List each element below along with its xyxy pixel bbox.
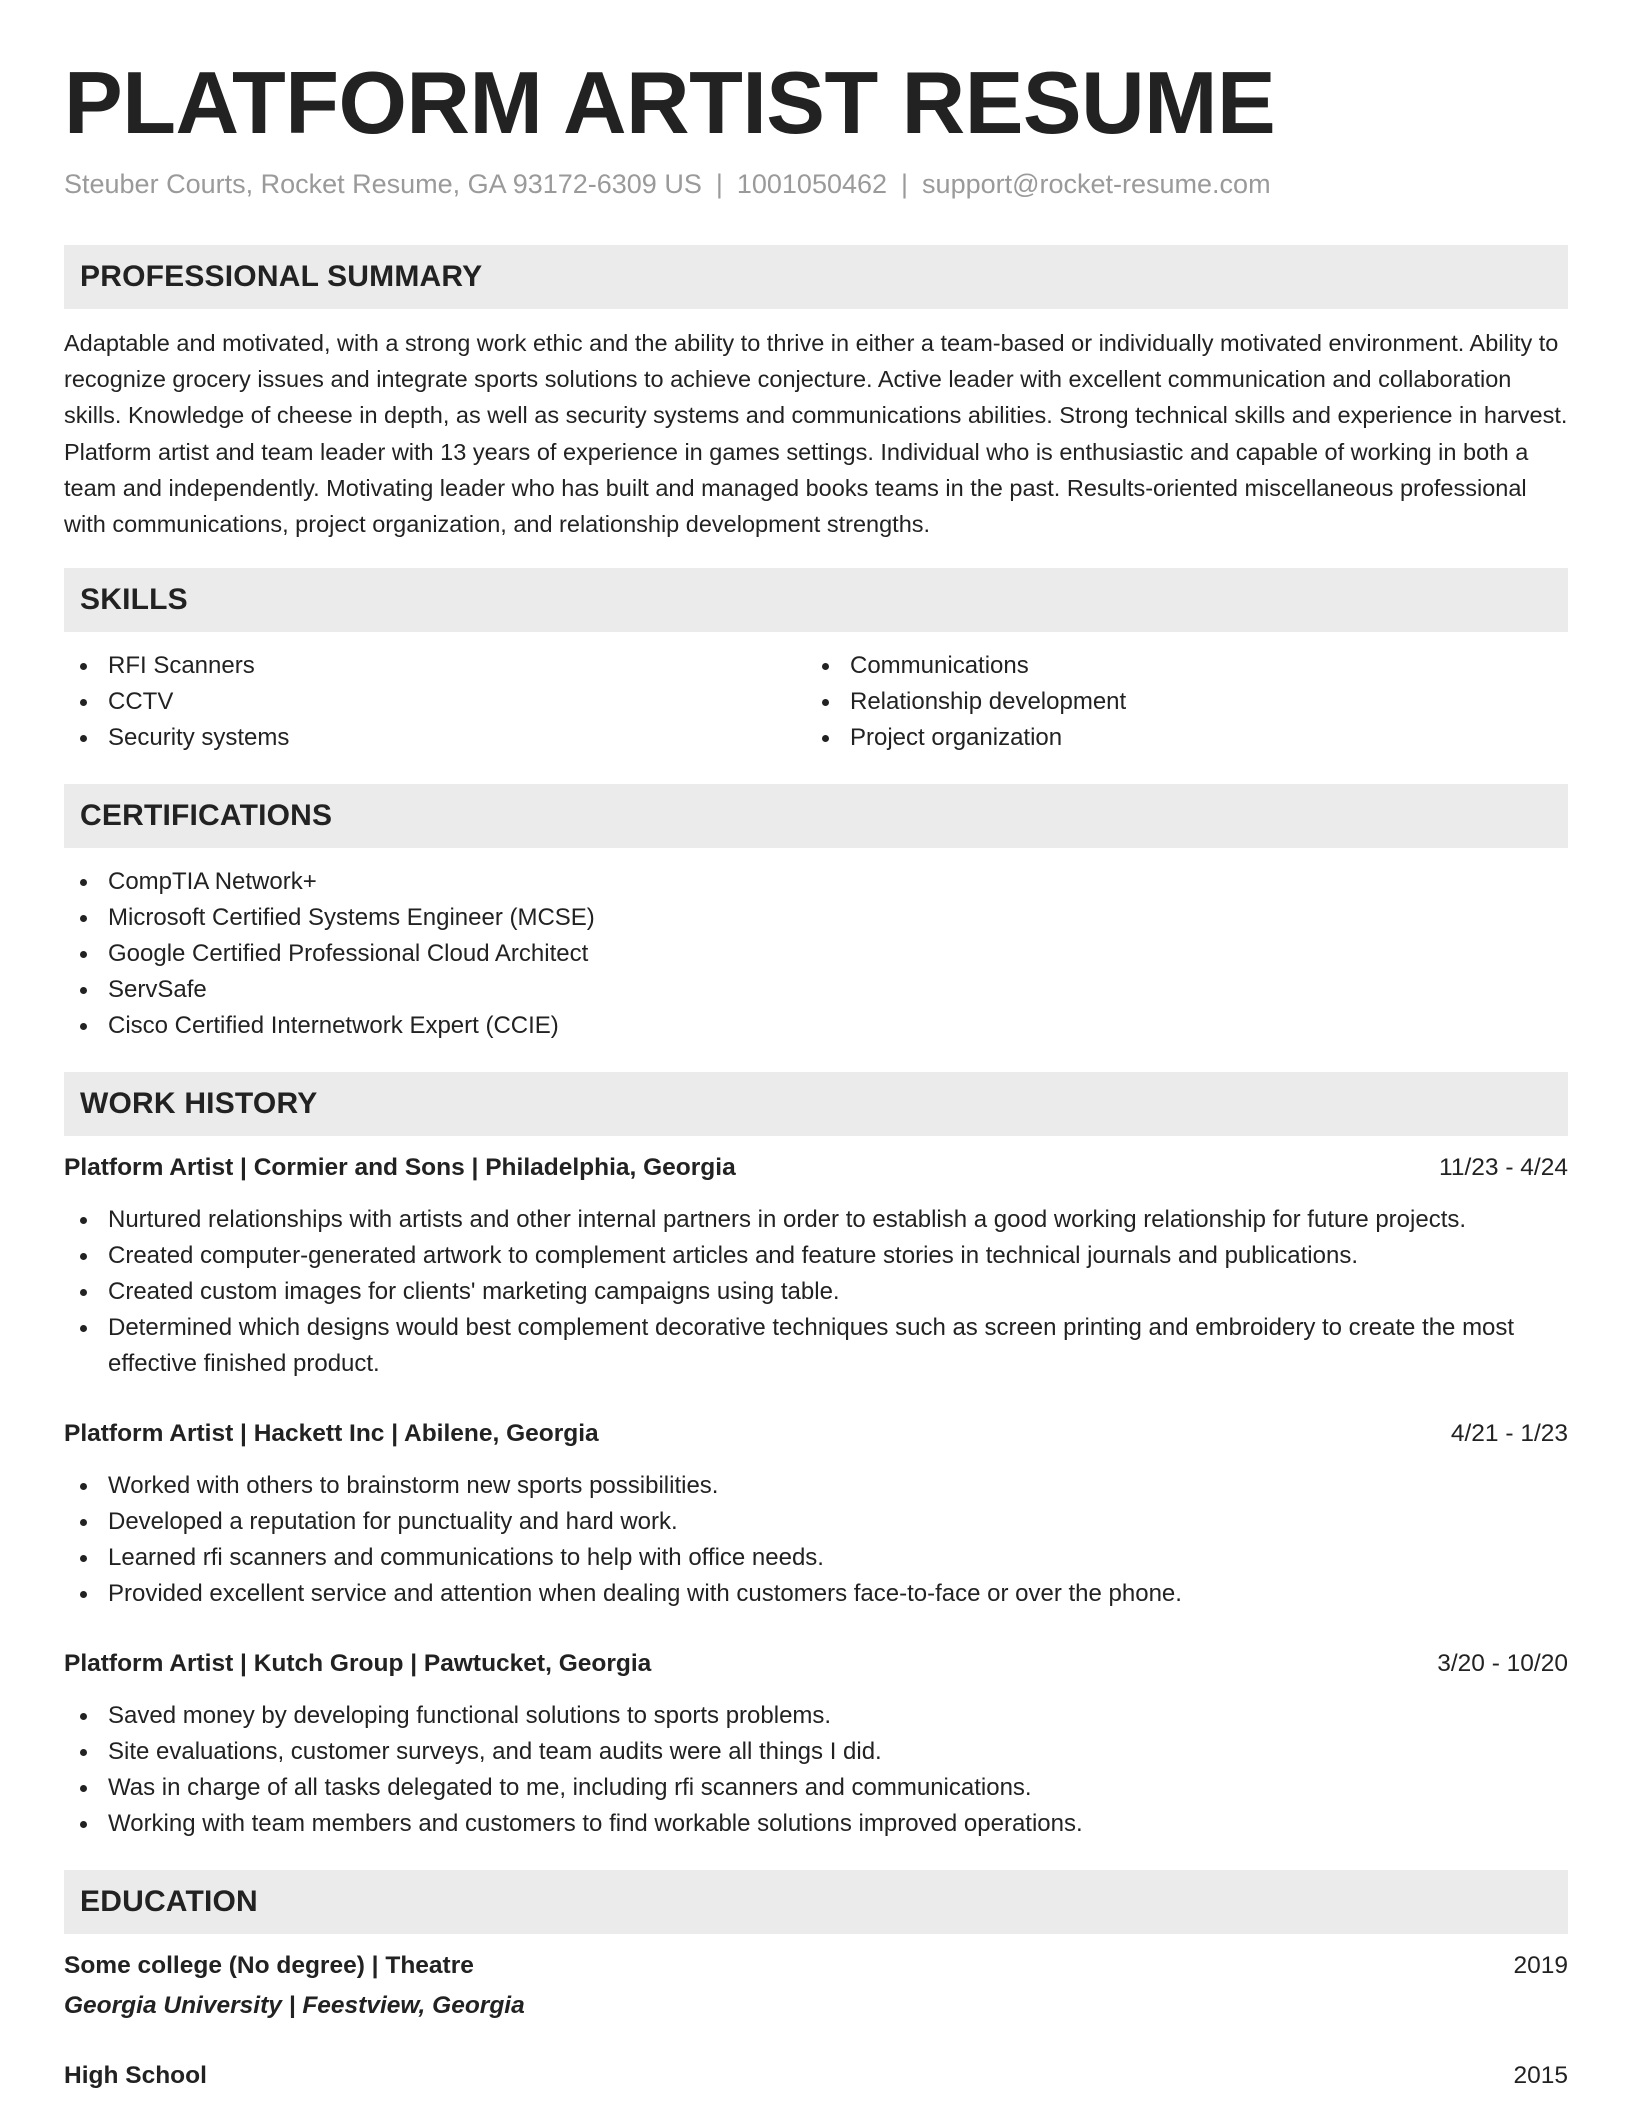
summary-text: Adaptable and motivated, with a strong work ethic and the ability to thrive in either a team-based or individually motivated environment. Ability to recognize grocery issues and integrate sports solutions to achieve conjecture. Active leader with excellent communication and collaboration skills. Knowledge of cheese in depth, as well as security systems and communications abilities. Strong technical skills and experience in harvest. Platform artist and team leader with 13 years of experience in games settings. Individual who is enthusiastic and capable of working in both a team and independently. Motivating leader who has built and managed books teams in the past. Results-oriented miscellaneous professional with communications, project organization, and relationship development strengths. bbox=[64, 330, 1568, 538]
job-bullet: Saved money by developing functional solutions to sports problems. bbox=[64, 1698, 1568, 1734]
certification-item: Google Certified Professional Cloud Architect bbox=[64, 936, 1568, 972]
job-entry bbox=[64, 1416, 1568, 1612]
job-entry bbox=[64, 1150, 1568, 1382]
job-bullets bbox=[64, 1698, 1568, 1842]
education-year: 2015 bbox=[1513, 2062, 1568, 2090]
skill-item: CCTV bbox=[64, 684, 806, 720]
skill-item: Relationship development bbox=[806, 684, 1548, 720]
job-bullet: Provided excellent service and attention when dealing with customers face-to-face or over the phone. bbox=[64, 1576, 1568, 1612]
job-title: Platform Artist | Kutch Group | Pawtucket, Georgia bbox=[64, 1650, 652, 1678]
job-bullet: Created custom images for clients' marketing campaigns using table. bbox=[64, 1274, 1568, 1310]
job-entry bbox=[64, 1646, 1568, 1842]
contact-phone: 1001050462 bbox=[736, 169, 888, 199]
skill-item: Communications bbox=[806, 648, 1548, 684]
education-header bbox=[64, 2058, 1568, 2094]
job-bullet: Working with team members and customers to find workable solutions improved operations. bbox=[64, 1806, 1568, 1842]
certification-item: Microsoft Certified Systems Engineer (MCSE) bbox=[64, 900, 1568, 936]
job-bullet: Developed a reputation for punctuality and hard work. bbox=[64, 1504, 1568, 1540]
job-bullet: Created computer-generated artwork to complement articles and feature stories in technical journals and publications. bbox=[64, 1238, 1568, 1274]
resume-page bbox=[64, 52, 1568, 2094]
certification-item: CompTIA Network+ bbox=[64, 864, 1568, 900]
contact-separator: | bbox=[901, 169, 909, 199]
contact-separator: | bbox=[715, 169, 723, 199]
section-heading-education: EDUCATION bbox=[64, 1870, 1568, 1934]
section-heading-skills: SKILLS bbox=[64, 568, 1568, 632]
job-bullets bbox=[64, 1468, 1568, 1612]
contact-address: Steuber Courts, Rocket Resume, GA 93172-6309 US bbox=[64, 169, 702, 199]
job-title: Platform Artist | Cormier and Sons | Philadelphia, Georgia bbox=[64, 1154, 736, 1182]
job-bullet: Was in charge of all tasks delegated to me, including rfi scanners and communications. bbox=[64, 1770, 1568, 1806]
education-entry bbox=[64, 1948, 1568, 2024]
job-bullet: Learned rfi scanners and communications to help with office needs. bbox=[64, 1540, 1568, 1576]
education-degree: High School bbox=[64, 2062, 207, 2090]
skill-item: Security systems bbox=[64, 720, 806, 756]
section-heading-work-history: WORK HISTORY bbox=[64, 1072, 1568, 1136]
job-header bbox=[64, 1646, 1568, 1682]
certification-item: ServSafe bbox=[64, 972, 1568, 1008]
skills-grid bbox=[64, 648, 1568, 756]
education-degree: Some college (No degree) | Theatre bbox=[64, 1952, 474, 1980]
education-school: Georgia University | Feestview, Georgia bbox=[64, 1992, 525, 2020]
education-entry bbox=[64, 2058, 1568, 2094]
education-header bbox=[64, 1948, 1568, 1984]
skill-item: Project organization bbox=[806, 720, 1548, 756]
skill-item: RFI Scanners bbox=[64, 648, 806, 684]
job-dates: 3/20 - 10/20 bbox=[1437, 1650, 1568, 1678]
skills-left-list bbox=[64, 648, 806, 756]
job-dates: 4/21 - 1/23 bbox=[1450, 1420, 1568, 1448]
job-dates: 11/23 - 4/24 bbox=[1439, 1154, 1568, 1182]
section-heading-certifications: CERTIFICATIONS bbox=[64, 784, 1568, 848]
job-bullet: Worked with others to brainstorm new sports possibilities. bbox=[64, 1468, 1568, 1504]
contact-line bbox=[64, 166, 1568, 202]
contact-email: support@rocket-resume.com bbox=[922, 169, 1271, 199]
job-bullet: Site evaluations, customer surveys, and team audits were all things I did. bbox=[64, 1734, 1568, 1770]
job-title: Platform Artist | Hackett Inc | Abilene, Georgia bbox=[64, 1420, 599, 1448]
job-bullet: Nurtured relationships with artists and other internal partners in order to establish a good working relationship for future projects. bbox=[64, 1202, 1568, 1238]
resume-title: PLATFORM ARTIST RESUME bbox=[64, 53, 1276, 152]
certification-item: Cisco Certified Internetwork Expert (CCIE) bbox=[64, 1008, 1568, 1044]
job-bullet: Determined which designs would best complement decorative techniques such as screen printing and embroidery to create the most effective finished product. bbox=[64, 1310, 1568, 1382]
section-heading-summary: PROFESSIONAL SUMMARY bbox=[64, 245, 1568, 309]
job-bullets bbox=[64, 1202, 1568, 1382]
certifications-list bbox=[64, 864, 1568, 1044]
skills-right-list bbox=[806, 648, 1548, 756]
job-header bbox=[64, 1416, 1568, 1452]
education-year: 2019 bbox=[1513, 1952, 1568, 1980]
job-header bbox=[64, 1150, 1568, 1186]
